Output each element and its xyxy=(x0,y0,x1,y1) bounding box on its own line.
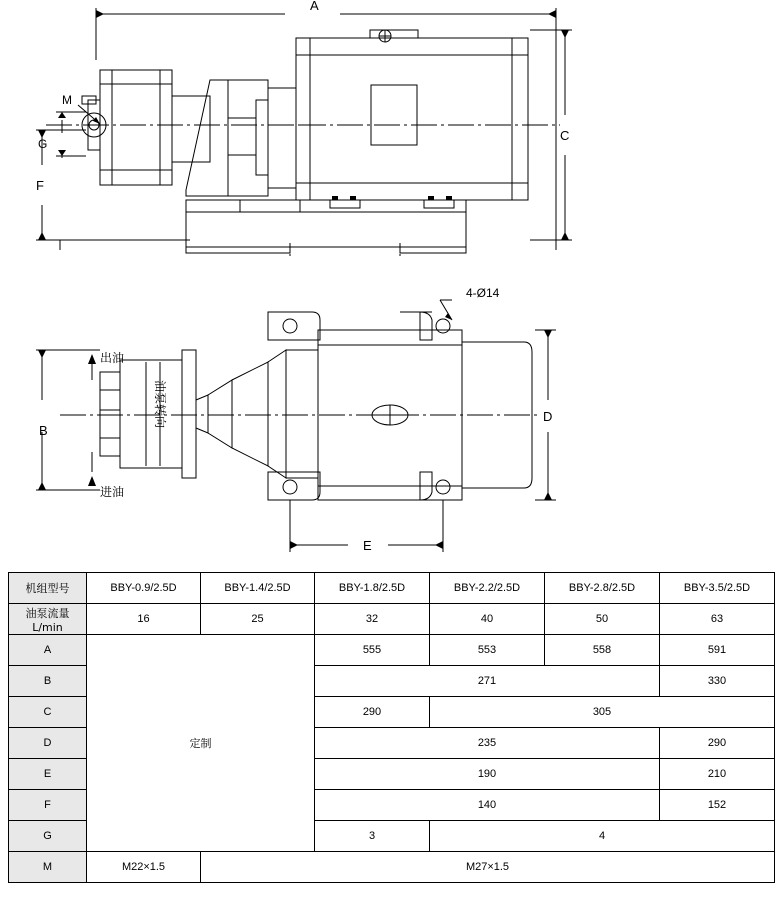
table-row-model xyxy=(9,573,775,604)
B-cell-2: 330 xyxy=(660,666,775,697)
A-cell-4: 591 xyxy=(660,635,775,666)
oil-out-label: 出油 xyxy=(100,351,125,365)
F-cell-2: 152 xyxy=(660,790,775,821)
M-cell-1: M22×1.5 xyxy=(87,852,201,883)
row-label-G: G xyxy=(9,821,87,852)
dim-label-D: D xyxy=(543,409,553,424)
E-cell-1: 190 xyxy=(315,759,660,790)
G-cell-2: 4 xyxy=(430,821,775,852)
row-label-B: B xyxy=(9,666,87,697)
spec-table-wrap xyxy=(8,572,774,883)
row-label-flow-line1: 油泵流量 xyxy=(25,606,70,620)
table-row-flow xyxy=(9,604,775,635)
F-cell-1: 140 xyxy=(315,790,660,821)
flow-cell-6: 63 xyxy=(660,604,775,635)
row-label-M: M xyxy=(9,852,87,883)
flow-cell-2: 25 xyxy=(201,604,315,635)
dim-label-F: F xyxy=(36,178,44,193)
table-row-A xyxy=(9,635,775,666)
dim-label-E: E xyxy=(363,538,372,553)
model-cell-2: BBY-1.4/2.5D xyxy=(201,573,315,604)
spec-table xyxy=(8,572,775,883)
flow-cell-1: 16 xyxy=(87,604,201,635)
A-cell-2: 553 xyxy=(430,635,545,666)
model-cell-5: BBY-2.8/2.5D xyxy=(545,573,660,604)
custom-note-cell: 定制 xyxy=(87,635,315,852)
dim-label-A: A xyxy=(310,0,319,13)
row-label-model: 机组型号 xyxy=(9,573,87,604)
dim-label-B: B xyxy=(39,423,48,438)
B-cell-1: 271 xyxy=(315,666,660,697)
flow-cell-4: 40 xyxy=(430,604,545,635)
D-cell-1: 235 xyxy=(315,728,660,759)
model-cell-1: BBY-0.9/2.5D xyxy=(87,573,201,604)
row-label-C: C xyxy=(9,697,87,728)
C-cell-2: 305 xyxy=(430,697,775,728)
dim-label-C: C xyxy=(560,128,570,143)
pump-rotation-label: 油泵转向 xyxy=(153,380,167,429)
flow-cell-3: 32 xyxy=(315,604,430,635)
model-cell-3: BBY-1.8/2.5D xyxy=(315,573,430,604)
G-cell-1: 3 xyxy=(315,821,430,852)
C-cell-1: 290 xyxy=(315,697,430,728)
E-cell-2: 210 xyxy=(660,759,775,790)
model-cell-6: BBY-3.5/2.5D xyxy=(660,573,775,604)
D-cell-2: 290 xyxy=(660,728,775,759)
A-cell-1: 555 xyxy=(315,635,430,666)
row-label-A: A xyxy=(9,635,87,666)
flow-cell-5: 50 xyxy=(545,604,660,635)
dim-label-G: G xyxy=(38,137,48,151)
hole-note-label: 4-Ø14 xyxy=(466,286,500,300)
row-label-flow-line2: L/min xyxy=(32,620,63,634)
model-cell-4: BBY-2.2/2.5D xyxy=(430,573,545,604)
A-cell-3: 558 xyxy=(545,635,660,666)
oil-in-label: 进油 xyxy=(100,485,125,499)
row-label-E: E xyxy=(9,759,87,790)
row-label-flow xyxy=(9,604,87,635)
M-cell-2: M27×1.5 xyxy=(201,852,775,883)
dim-label-M: M xyxy=(62,93,72,107)
row-label-F: F xyxy=(9,790,87,821)
row-label-D: D xyxy=(9,728,87,759)
table-row-M xyxy=(9,852,775,883)
